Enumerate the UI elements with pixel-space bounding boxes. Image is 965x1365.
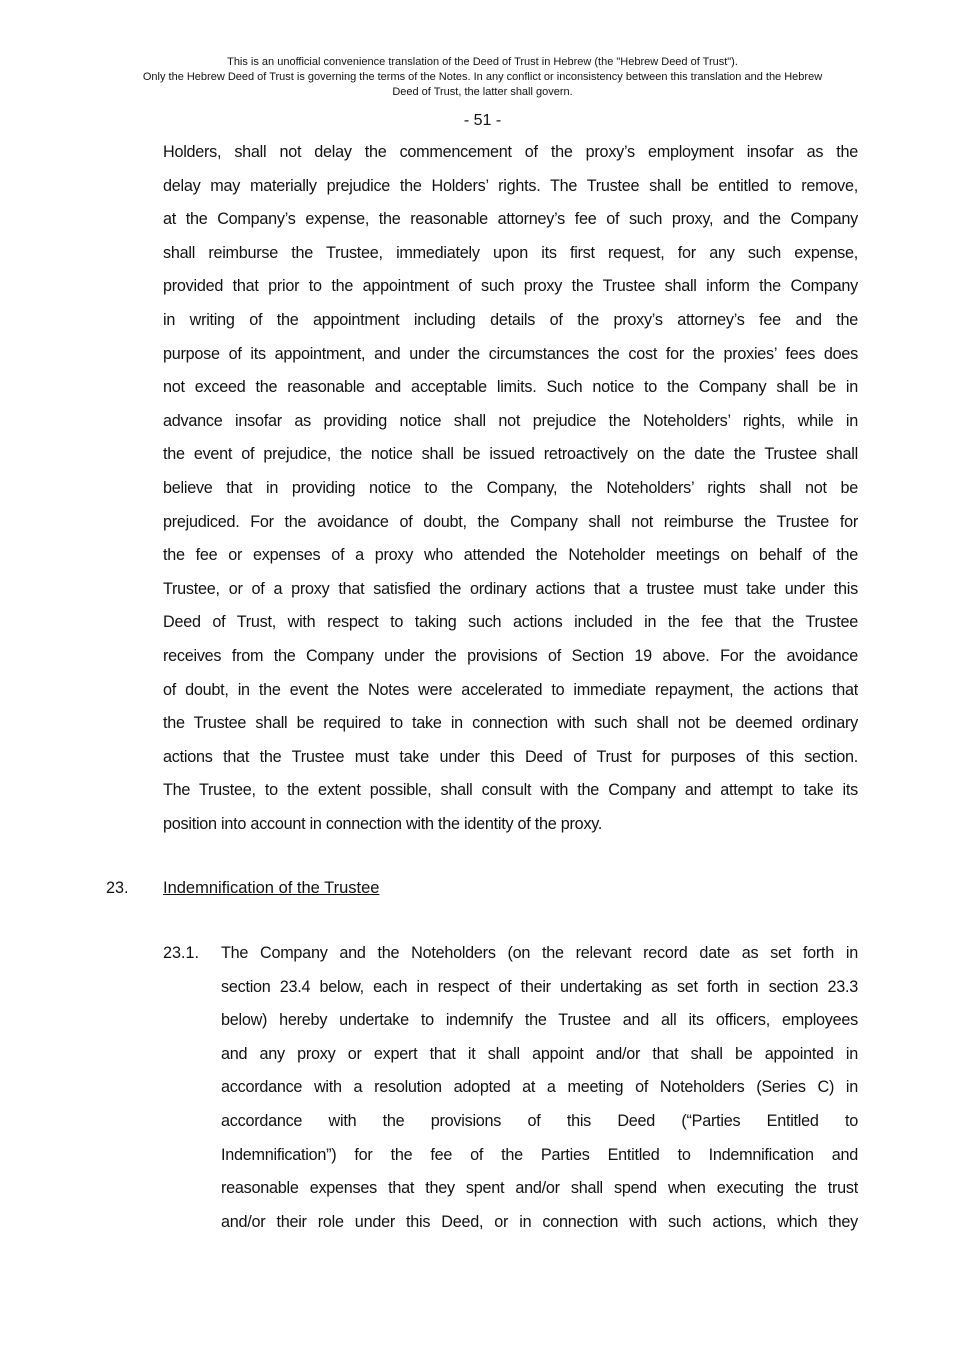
text-line: reasonable expenses that they spent and/or shall spend when executing the trust: [221, 1179, 858, 1198]
text-line: section 23.4 below, each in respect of their undertaking as set forth in section 23.3: [221, 977, 858, 996]
text-line: position into account in connection with the identity of the proxy.: [163, 814, 603, 833]
disclaimer-line-3: Deed of Trust, the latter shall govern.: [392, 86, 573, 98]
text-line: provided that prior to the appointment of such proxy the Trustee shall inform the Company: [163, 277, 858, 296]
text-line: at the Company’s expense, the reasonable attorney’s fee of such proxy, and the Company: [163, 210, 858, 229]
text-line: and any proxy or expert that it shall appoint and/or that shall be appointed in: [221, 1044, 858, 1063]
text-line: believe that in providing notice to the Company, the Noteholders’ rights shall not be: [163, 478, 858, 497]
text-line: Holders, shall not delay the commencement of the proxy’s employment insofar as the: [163, 143, 858, 161]
text-line: not exceed the reasonable and acceptable limits. Such notice to the Company shall be in: [163, 378, 858, 397]
text-line: and/or their role under this Deed, or in connection with such actions, which they: [221, 1212, 858, 1231]
text-line: actions that the Trustee must take under this Deed of Trust for purposes of this section.: [163, 747, 858, 766]
text-line: prejudiced. For the avoidance of doubt, the Company shall not reimburse the Trustee for: [163, 512, 858, 531]
text-line: delay may materially prejudice the Holders’ rights. The Trustee shall be entitled to remove,: [163, 176, 858, 195]
text-line: the Trustee shall be required to take in connection with such shall not be deemed ordinary: [163, 714, 858, 733]
text-line: the fee or expenses of a proxy who attended the Noteholder meetings on behalf of the: [163, 546, 858, 565]
text-line: purpose of its appointment, and under the circumstances the cost for the proxies’ fees does: [163, 344, 858, 363]
continuation-paragraph: [163, 136, 858, 841]
text-line: the event of prejudice, the notice shall be issued retroactively on the date the Trustee shall: [163, 445, 858, 464]
text-line: The Company and the Noteholders (on the relevant record date as set forth in: [221, 944, 858, 962]
text-line: Deed of Trust, with respect to taking such actions included in the fee that the Trustee: [163, 613, 858, 632]
disclaimer-line-1: This is an unofficial convenience translation of the Deed of Trust in Hebrew (the "Hebrew Deed of Trust").: [227, 56, 738, 68]
page-number: - 51 -: [463, 112, 502, 129]
subsection-number: 23.1.: [163, 944, 200, 962]
text-line: of doubt, in the event the Notes were accelerated to immediate repayment, the actions that: [163, 680, 858, 699]
text-line: Trustee, or of a proxy that satisfied the ordinary actions that a trustee must take under this: [163, 579, 858, 598]
text-line: below) hereby undertake to indemnify the Trustee and all its officers, employees: [221, 1011, 858, 1030]
text-line: accordance with a resolution adopted at a meeting of Noteholders (Series C) in: [221, 1078, 858, 1097]
text-line: Indemnification”) for the fee of the Parties Entitled to Indemnification and: [221, 1145, 858, 1164]
text-line: shall reimburse the Trustee, immediately upon its first request, for any such expense,: [163, 243, 858, 262]
subsection-paragraph: [221, 937, 858, 1239]
section-number: 23.: [106, 879, 129, 897]
text-line: advance insofar as providing notice shall not prejudice the Noteholders’ rights, while in: [163, 411, 858, 430]
section-title: Indemnification of the Trustee: [163, 879, 380, 897]
disclaimer-line-2: Only the Hebrew Deed of Trust is governing the terms of the Notes. In any conflict or inconsistency between this translation and the Hebrew: [142, 71, 823, 83]
text-line: receives from the Company under the provisions of Section 19 above. For the avoidance: [163, 646, 858, 665]
text-line: in writing of the appointment including details of the proxy’s attorney’s fee and the: [163, 310, 858, 329]
text-line: accordance with the provisions of this Deed (“Parties Entitled to: [221, 1111, 858, 1130]
text-line: The Trustee, to the extent possible, shall consult with the Company and attempt to take its: [163, 781, 858, 800]
